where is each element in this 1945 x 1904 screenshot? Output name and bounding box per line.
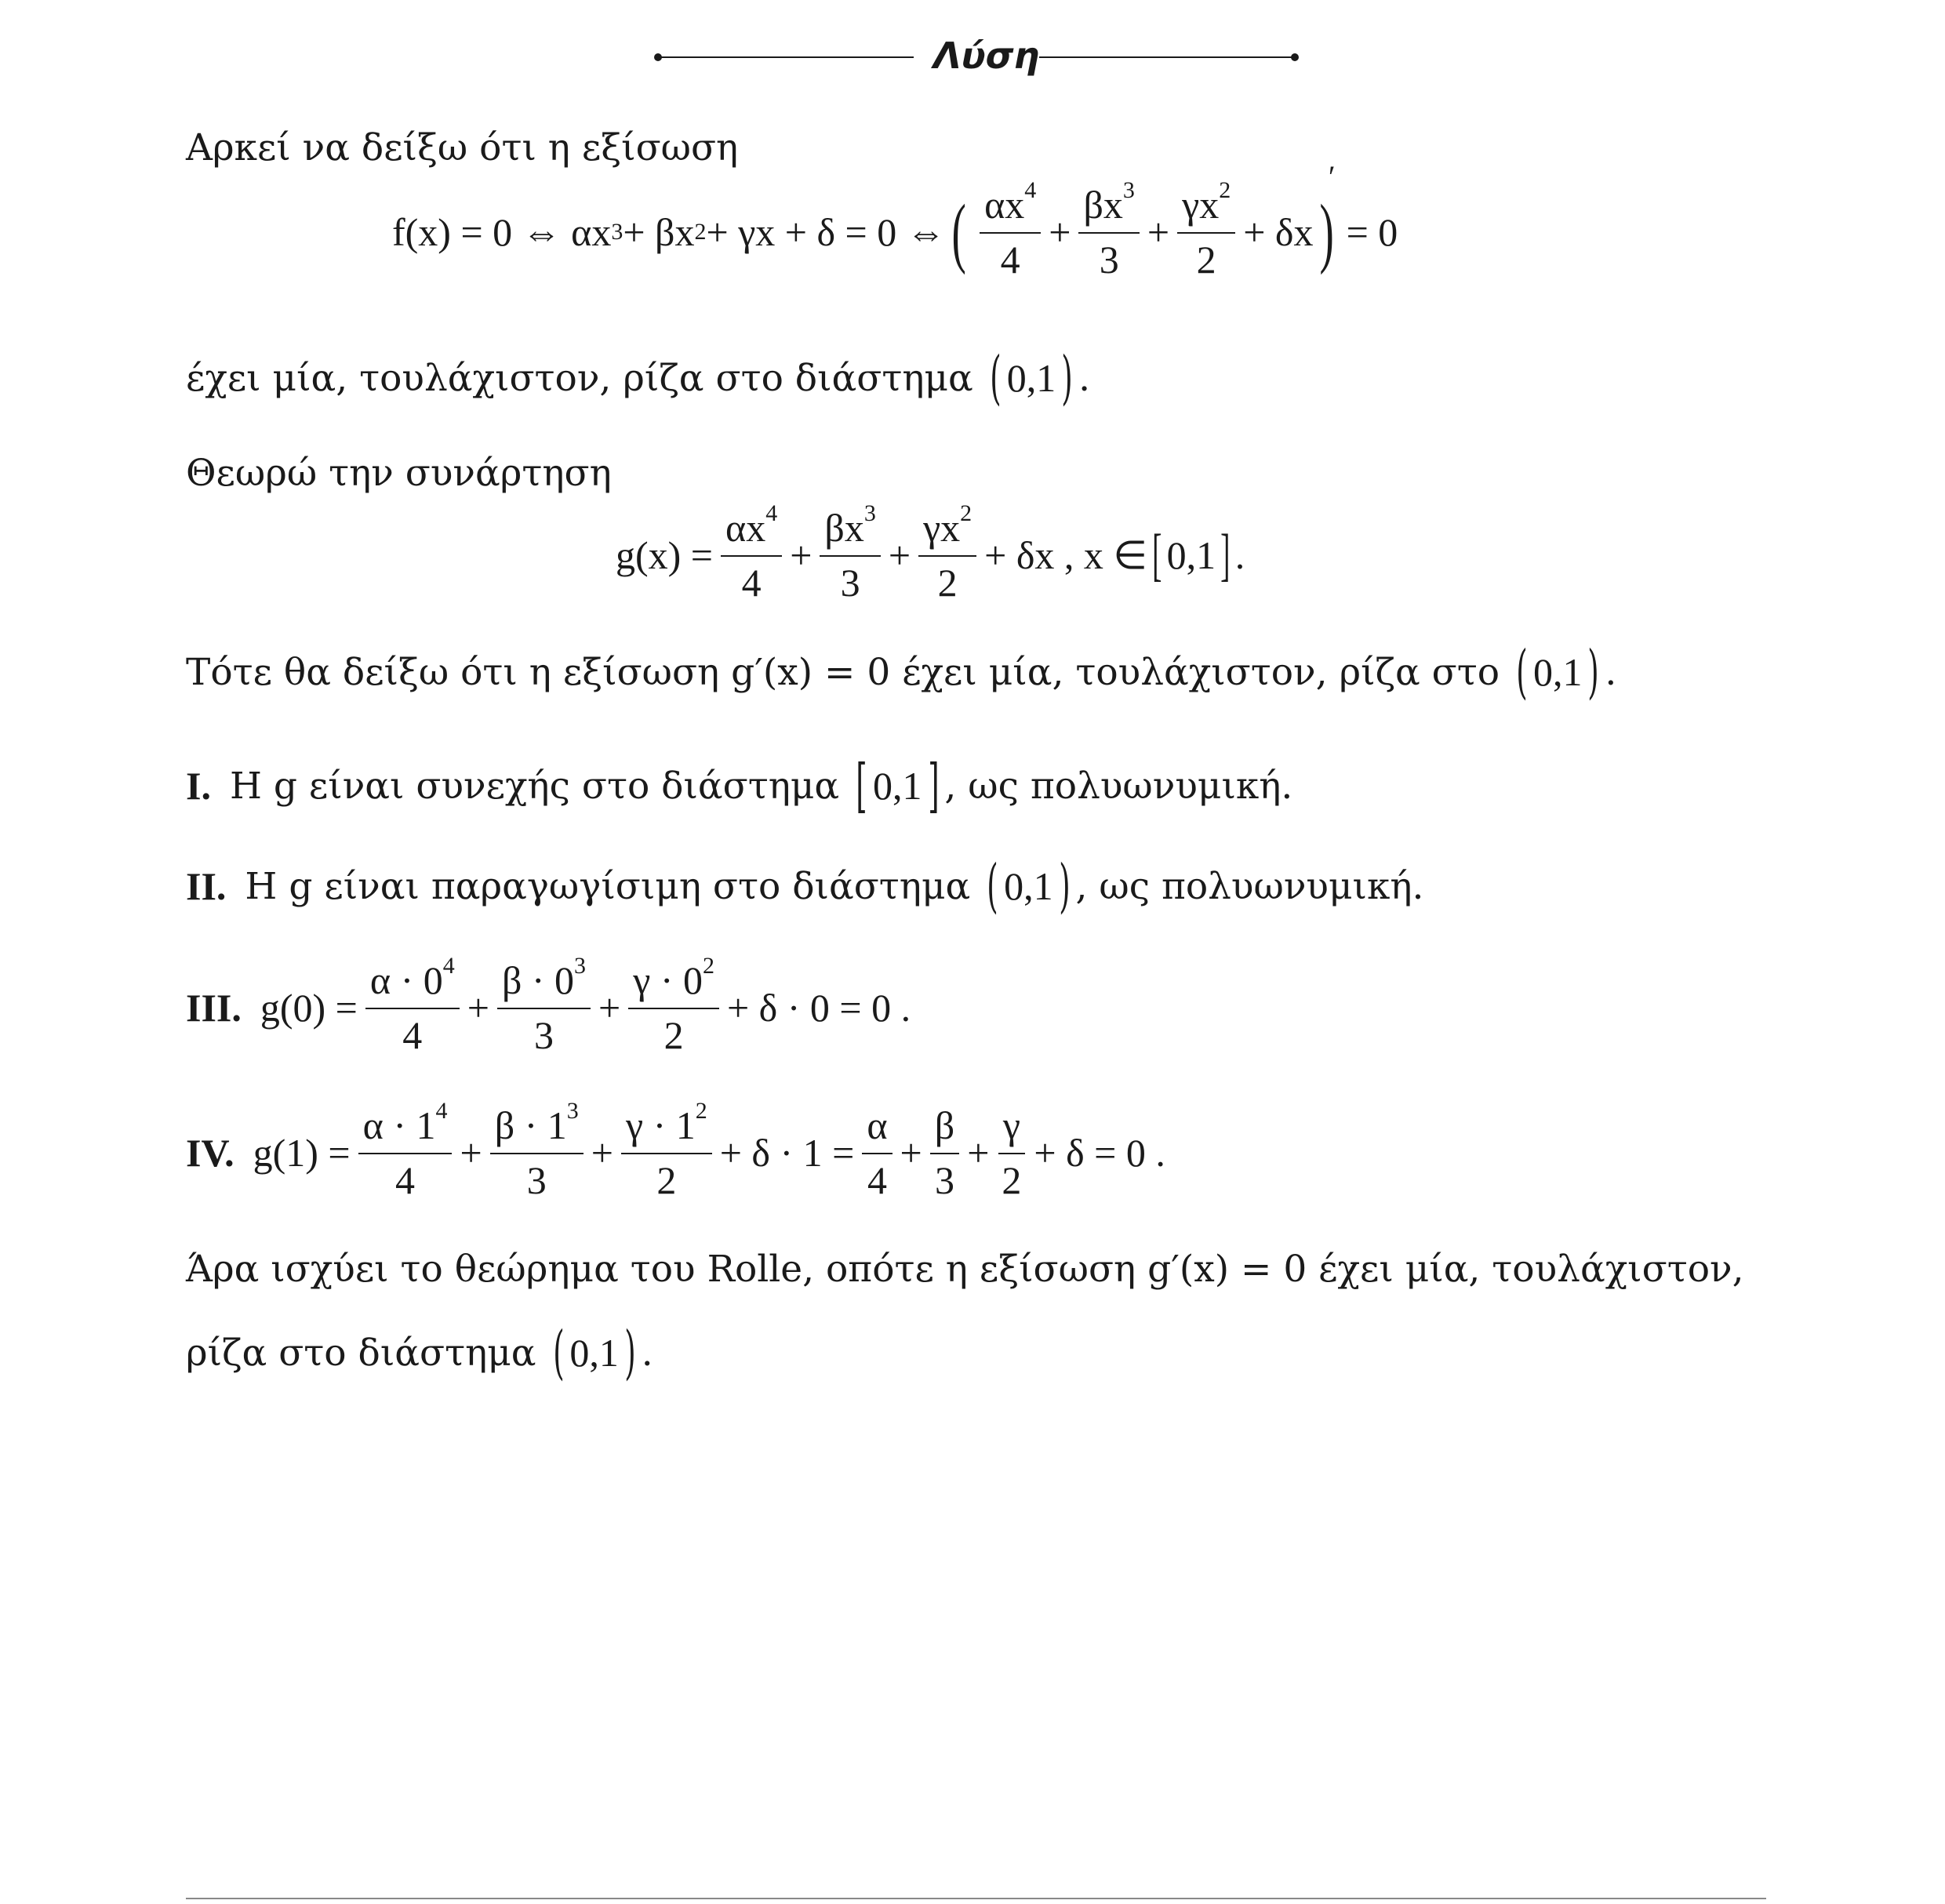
root-statement: έχει μία, τουλάχιστον, ρίζα στο διάστημα ( 0,1 ) . [186, 344, 1091, 412]
header-rule-right [1039, 56, 1294, 58]
prime-mark: ′ [1328, 159, 1336, 194]
left-paren: ( [951, 188, 966, 275]
item-continuity: I. Η g είναι συνεχής στο διάστημα [ 0,1 ] , ως πολυωνυμική. [186, 752, 1293, 819]
fraction: $\frac{\alpha \cdot 0^4}{4}$ [365, 961, 460, 1055]
fraction: $\frac{\beta}{3}$ [930, 1106, 959, 1200]
right-paren: ) [1318, 188, 1334, 275]
fraction: $\frac{\beta x^3}{3}$ [820, 508, 880, 602]
conclusion-line1: Άρα ισχύει το θεώρημα του Rolle, οπότε η εξίσωση g′(x) = 0 έχει μία, τουλάχιστον, [186, 1248, 1744, 1291]
item-differentiability: II. Η g είναι παραγωγίσιμη στο διάστημα ( 0,1 ) , ως πολυωνυμική. [186, 852, 1424, 920]
fraction: $\frac{\alpha}{4}$ [862, 1106, 892, 1200]
fraction: $\frac{\alpha \cdot 1^4}{4}$ [358, 1106, 453, 1200]
fraction: $\frac{\gamma x^2}{2}$ [1177, 185, 1235, 279]
item-g-zero: III. g(0) = $\frac{\alpha \cdot 0^4}{4}$ + $\frac{\beta \cdot 0^3}{3}$ + $\frac{\gamma \cdot 0^2}{2}$ + δ · 0 = 0 . [186, 953, 911, 1057]
fraction: $\frac{\gamma x^2}{2}$ [918, 508, 976, 602]
fraction: $\frac{\gamma}{2}$ [997, 1106, 1026, 1200]
intro-text: Αρκεί να δείξω ότι η εξίσωση [186, 126, 739, 169]
item-g-one: IV. g(1) = $\frac{\alpha \cdot 1^4}{4}$ + $\frac{\beta \cdot 1^3}{3}$ + $\frac{\gamma \cdot 1^2}{2}$ + δ · 1 = $\frac{\alpha}{4}$ + $\frac{\beta}{3}$ + $\frac{\gamma}{2}$ + δ = 0 . [186, 1098, 1165, 1202]
fraction: $\frac{\alpha x^4}{4}$ [980, 185, 1041, 279]
footer-rule [186, 1898, 1766, 1899]
fraction: $\frac{\gamma \cdot 0^2}{2}$ [628, 961, 719, 1055]
header-dot-left [654, 53, 662, 61]
header-title: Λύση [933, 35, 1040, 77]
header-dot-right [1291, 53, 1299, 61]
equation-f-root: f(x) = 0 ⇔ αx 3 + βx 2 + γx + δ = 0 ⇔ ( $\frac{\alpha x^4}{4}$ + $\frac{\beta x^3}{3}$ + $\frac{\gamma x^2}{2}$ + δx ) ′ = 0 [392, 159, 1398, 282]
fraction: $\frac{\alpha x^4}{4}$ [721, 508, 782, 602]
goal-statement: Τότε θα δείξω ότι η εξίσωση g′(x) = 0 έχει μία, τουλάχιστον, ρίζα στο ( 0,1 ) . [186, 638, 1617, 706]
equation-g-definition: g(x) = $\frac{\alpha x^4}{4}$ + $\frac{\beta x^3}{3}$ + $\frac{\gamma x^2}{2}$ + δx , x ∈ [ 0,1 ] . [616, 500, 1245, 605]
conclusion-line2: ρίζα στο διάστημα ( 0,1 ) . [186, 1319, 653, 1386]
consider-text: Θεωρώ την συνάρτηση [186, 452, 612, 495]
fraction: $\frac{\gamma \cdot 1^2}{2}$ [621, 1106, 712, 1200]
fraction: $\frac{\beta x^3}{3}$ [1078, 185, 1139, 279]
fraction: $\frac{\beta \cdot 0^3}{3}$ [497, 961, 591, 1055]
header-rule-left [659, 56, 914, 58]
fraction: $\frac{\beta \cdot 1^3}{3}$ [490, 1106, 584, 1200]
